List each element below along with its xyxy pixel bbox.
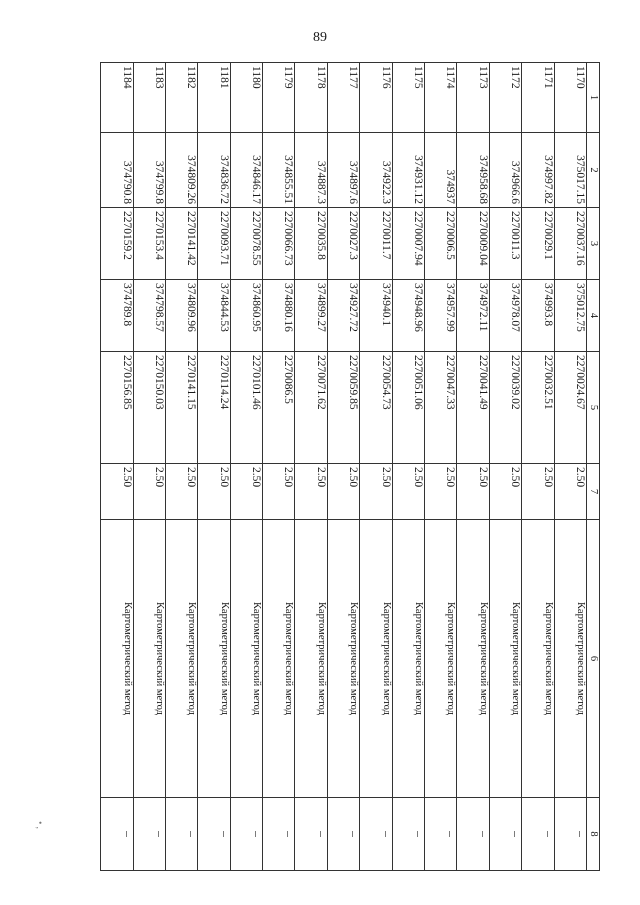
table-cell: 2270059.85 xyxy=(327,352,359,464)
table-cell: Картометрический метод xyxy=(554,520,586,798)
table-cell: 2270011.7 xyxy=(360,208,392,280)
table-cell: 374846.17 xyxy=(230,133,262,208)
column-header: 4 xyxy=(587,280,600,352)
table-row xyxy=(522,63,554,871)
table-cell: Картометрический метод xyxy=(522,520,554,798)
column-header: 5 xyxy=(587,352,600,464)
table-cell: Картометрический метод xyxy=(360,520,392,798)
table-cell: – xyxy=(457,798,489,871)
table-cell: 374948.96 xyxy=(392,280,424,352)
table-row xyxy=(360,63,392,871)
margin-mark: • , xyxy=(34,821,45,829)
table-cell: 374844.53 xyxy=(198,280,230,352)
column-header: 2 xyxy=(587,133,600,208)
table-cell: 2.50 xyxy=(101,464,134,520)
table-cell: 2270078.55 xyxy=(230,208,262,280)
table-cell: 2270027.3 xyxy=(327,208,359,280)
table-cell: – xyxy=(133,798,165,871)
coordinates-table xyxy=(100,62,600,871)
table-cell: 374860.95 xyxy=(230,280,262,352)
table-cell: 2270009.04 xyxy=(457,208,489,280)
table-cell: 374940.1 xyxy=(360,280,392,352)
table-cell: 2.50 xyxy=(457,464,489,520)
table-cell: 374993.8 xyxy=(522,280,554,352)
table-row xyxy=(327,63,359,871)
table-row xyxy=(230,63,262,871)
table-cell: 374799.8 xyxy=(133,133,165,208)
table-cell: 1181 xyxy=(198,63,230,133)
table-cell: 2270156.85 xyxy=(101,352,134,464)
table-cell: 2270039.02 xyxy=(489,352,521,464)
table-cell: 2270032.51 xyxy=(522,352,554,464)
table-cell: 374809.26 xyxy=(165,133,197,208)
table-cell: 374966.6 xyxy=(489,133,521,208)
table-cell: 1171 xyxy=(522,63,554,133)
table-row xyxy=(425,63,457,871)
table-cell: 1178 xyxy=(295,63,327,133)
table-cell: 374789.8 xyxy=(101,280,134,352)
table-header-row xyxy=(587,63,600,871)
table-cell: 374836.72 xyxy=(198,133,230,208)
table-cell: Картометрический метод xyxy=(230,520,262,798)
table-cell: 2270024.67 xyxy=(554,352,586,464)
table-cell: 374887.3 xyxy=(295,133,327,208)
table-cell: Картометрический метод xyxy=(425,520,457,798)
table-body xyxy=(101,63,587,871)
table-row xyxy=(489,63,521,871)
table-cell: Картометрический метод xyxy=(165,520,197,798)
table-cell: 2270086.5 xyxy=(263,352,295,464)
table-cell: – xyxy=(165,798,197,871)
table-cell: 375012.75 xyxy=(554,280,586,352)
table-cell: 2.50 xyxy=(198,464,230,520)
table-cell: 2270029.1 xyxy=(522,208,554,280)
table-row xyxy=(101,63,134,871)
table-cell: 374927.72 xyxy=(327,280,359,352)
table-cell: 2270051.06 xyxy=(392,352,424,464)
table-cell: Картометрический метод xyxy=(295,520,327,798)
table-cell: 1182 xyxy=(165,63,197,133)
table-cell: – xyxy=(489,798,521,871)
table-row xyxy=(295,63,327,871)
table-cell: 2270141.15 xyxy=(165,352,197,464)
table-cell: 374880.16 xyxy=(263,280,295,352)
table-cell: 2270035.8 xyxy=(295,208,327,280)
column-header: 7 xyxy=(587,464,600,520)
table-cell: 1177 xyxy=(327,63,359,133)
table-cell: 374937 xyxy=(425,133,457,208)
table-cell: 2270071.62 xyxy=(295,352,327,464)
table-cell: – xyxy=(360,798,392,871)
table-cell: 2.50 xyxy=(165,464,197,520)
table-cell: Картометрический метод xyxy=(101,520,134,798)
table-cell: Картометрический метод xyxy=(489,520,521,798)
table-cell: – xyxy=(554,798,586,871)
table-cell: – xyxy=(230,798,262,871)
table-cell: 2.50 xyxy=(522,464,554,520)
table-cell: 1179 xyxy=(263,63,295,133)
table-cell: 1175 xyxy=(392,63,424,133)
table-cell: 2270037.16 xyxy=(554,208,586,280)
table-cell: 1180 xyxy=(230,63,262,133)
table-cell: Картометрический метод xyxy=(327,520,359,798)
table-cell: 2.50 xyxy=(489,464,521,520)
table-cell: 2.50 xyxy=(133,464,165,520)
table-cell: Картометрический метод xyxy=(133,520,165,798)
table-cell: – xyxy=(101,798,134,871)
table-cell: 1174 xyxy=(425,63,457,133)
table-row xyxy=(457,63,489,871)
table-cell: – xyxy=(263,798,295,871)
table-cell: 1172 xyxy=(489,63,521,133)
table-cell: 374972.11 xyxy=(457,280,489,352)
table-row xyxy=(554,63,586,871)
table-cell: 374997.82 xyxy=(522,133,554,208)
table-cell: – xyxy=(295,798,327,871)
table-cell: 374931.12 xyxy=(392,133,424,208)
table-cell: 2.50 xyxy=(360,464,392,520)
table-row xyxy=(165,63,197,871)
table-cell: 1173 xyxy=(457,63,489,133)
table-cell: – xyxy=(522,798,554,871)
table-cell: 2270006.5 xyxy=(425,208,457,280)
column-header: 6 xyxy=(587,520,600,798)
table-cell: Картометрический метод xyxy=(392,520,424,798)
table-cell: 1170 xyxy=(554,63,586,133)
table-cell: 1183 xyxy=(133,63,165,133)
table-cell: 374855.51 xyxy=(263,133,295,208)
table-cell: 1176 xyxy=(360,63,392,133)
table-cell: 2270141.42 xyxy=(165,208,197,280)
table-cell: 2270041.49 xyxy=(457,352,489,464)
table-cell: 2270093.71 xyxy=(198,208,230,280)
table-cell: 2.50 xyxy=(295,464,327,520)
table-cell: 2270153.4 xyxy=(133,208,165,280)
table-cell: 374809.96 xyxy=(165,280,197,352)
table-cell: 1184 xyxy=(101,63,134,133)
table-cell: 2270150.03 xyxy=(133,352,165,464)
table-cell: 374897.6 xyxy=(327,133,359,208)
table-cell: 2.50 xyxy=(425,464,457,520)
rotated-table-container xyxy=(100,62,600,870)
table-cell: Картометрический метод xyxy=(457,520,489,798)
table-cell: 2270007.94 xyxy=(392,208,424,280)
table-cell: 2.50 xyxy=(327,464,359,520)
table-cell: 2.50 xyxy=(554,464,586,520)
table-row xyxy=(392,63,424,871)
table-cell: 2.50 xyxy=(263,464,295,520)
column-header: 3 xyxy=(587,208,600,280)
table-cell: 2270054.73 xyxy=(360,352,392,464)
table-cell: Картометрический метод xyxy=(263,520,295,798)
table-cell: 374958.68 xyxy=(457,133,489,208)
table-cell: – xyxy=(392,798,424,871)
table-cell: 2270011.3 xyxy=(489,208,521,280)
column-header: 8 xyxy=(587,798,600,871)
table-cell: 2270066.73 xyxy=(263,208,295,280)
table-row xyxy=(198,63,230,871)
table-cell: 374899.27 xyxy=(295,280,327,352)
table-cell: – xyxy=(327,798,359,871)
table-cell: 2.50 xyxy=(392,464,424,520)
table-cell: 374957.99 xyxy=(425,280,457,352)
table-cell: Картометрический метод xyxy=(198,520,230,798)
table-cell: 2.50 xyxy=(230,464,262,520)
column-header: 1 xyxy=(587,63,600,133)
table-row xyxy=(133,63,165,871)
table-cell: 2270114.24 xyxy=(198,352,230,464)
table-cell: 2270047.33 xyxy=(425,352,457,464)
table-cell: 375017.15 xyxy=(554,133,586,208)
table-cell: 2270101.46 xyxy=(230,352,262,464)
table-cell: – xyxy=(425,798,457,871)
table-cell: 374790.8 xyxy=(101,133,134,208)
table-cell: 2270159.2 xyxy=(101,208,134,280)
table-cell: 374798.57 xyxy=(133,280,165,352)
table-row xyxy=(263,63,295,871)
table-cell: 374978.07 xyxy=(489,280,521,352)
page-number: 89 xyxy=(313,30,327,45)
table-cell: – xyxy=(198,798,230,871)
table-cell: 374922.3 xyxy=(360,133,392,208)
